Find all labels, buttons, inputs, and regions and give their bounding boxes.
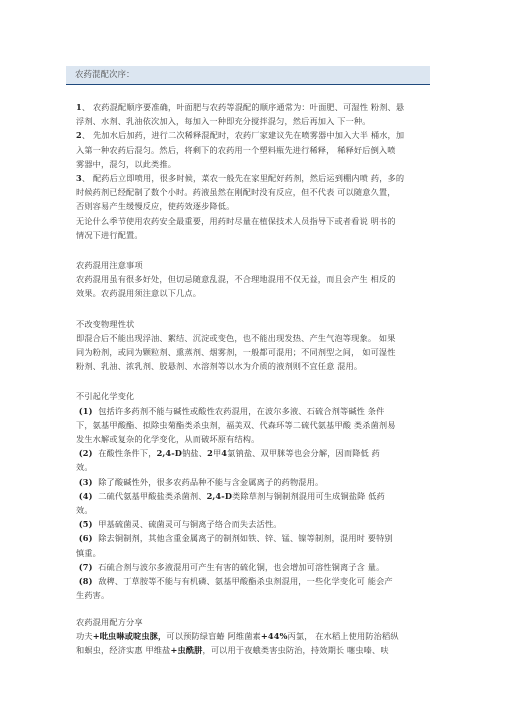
intro-closing-cont: 情况下进行配置。 (76, 229, 143, 240)
physical-line: 同为粉剂，或同为颗粒剂、熏蒸剂、烟雾剂，一般都可混用；不同剂型之间， 如可湿性 (76, 347, 396, 358)
chemical-item-8-cont: 生药害。 (76, 590, 110, 601)
chemical-heading: 不引起化学变化 (76, 391, 135, 402)
chemical-item-2: (2) 在酸性条件下，2,4-D钠盐、2甲4氯钠盐、双甲脒等也会分解，因而降低 药 (78, 448, 380, 459)
intro-closing: 无论什么季节使用农药安全最重要，用药时尽量在植保技术人员指导下或者看说 明书的 (76, 215, 396, 226)
chemical-item-4: (4) 二硫代氨基甲酸盐类杀菌剂、2,4-D类除草剂与铜制剂混用可生成铜盐降 低药 (78, 490, 385, 501)
physical-line: 即混合后不能出现浮油、絮结、沉淀或变色，也不能出现发热、产生气泡等现象。 如果 (76, 332, 396, 343)
chemical-item-6-cont: 慎重。 (76, 547, 102, 558)
recipes-heading: 农药混用配方分享 (76, 616, 143, 627)
chemical-item-2-cont: 效。 (76, 462, 93, 473)
physical-heading: 不改变物理性状 (76, 318, 135, 329)
intro-item-3-cont: 否则容易产生缓慢反应，使药效逐步降低。 (76, 201, 235, 212)
recipes-line-2: 和螟虫，经济实惠 甲维盐+虫酰肼，可以用于夜蛾类害虫防治，持效期长 噻虫嗪、呋 (76, 644, 389, 655)
intro-item-1-cont: 浮剂、水剂、乳油依次加入，每加入一种即充分搅拌混匀，然后再加入 下一种。 (76, 116, 371, 127)
notes-line: 农药混用虽有很多好处，但切忌随意乱混，不合理地混用不仅无益，而且会产生 相反的 (76, 274, 396, 285)
intro-item-3: 3、 配药后立即喷用，很多时候，菜农一般先在家里配好药剂，然后运到棚内喷 药，多的 (76, 173, 405, 184)
section-header-banner (66, 66, 430, 85)
chemical-item-6: (6) 除去铜制剂，其他含重金属离子的制剂如铁、锌、锰、镍等制剂，混用时 要特别 (78, 533, 393, 544)
chemical-item-1-cont: 发生水解或复杂的化学变化，从而破坏原有结构。 (76, 434, 260, 445)
physical-line: 粉剂、乳油、浓乳剂、胶悬剂、水溶剂等以水为介质的液剂则不宜任意 混用。 (76, 361, 363, 372)
chemical-item-5: (5) 甲基硫菌灵、硫菌灵可与铜离子络合而失去活性。 (78, 519, 282, 530)
chemical-item-4-cont: 效。 (76, 505, 93, 516)
chemical-item-1-cont: 下，氨基甲酸酯、拟除虫菊酯类杀虫剂，福美双、代森环等二硫代氨基甲酸 类杀菌剂易 (76, 419, 396, 430)
intro-item-3-cont: 时候药剂已经配制了数个小时。药液虽然在刚配时没有反应，但不代表 可以随意久置， (76, 187, 396, 198)
banner-title: 农药混配次序： (75, 70, 135, 80)
document-body (76, 100, 432, 657)
recipes-line-1: 功夫+吡虫啉或啶虫脒，可以预防绿盲蝽 阿维菌素+44%丙氯， 在水稻上使用防治稻纵 (76, 630, 399, 641)
chemical-item-7: (7) 石硫合剂与波尔多液混用可产生有害的硫化铜，也会增加可溶性铜离子含 量。 (78, 561, 385, 572)
notes-line: 效果。农药混用须注意以下几点。 (76, 288, 202, 299)
notes-heading: 农药混用注意事项 (76, 260, 143, 271)
intro-item-1: 1、 农药混配顺序要准确，叶面肥与农药等混配的顺序通常为：叶面肥、可湿性 粉剂、悬 (76, 102, 405, 112)
intro-item-2: 2、 先加水后加药，进行二次稀释混配时，农药厂家建议先在喷雾器中加入大半 桶水，加 (76, 130, 405, 141)
intro-item-2-cont: 雾器中，混匀，以此类推。 (76, 158, 177, 169)
chemical-item-3: (3) 除了酸碱性外，很多农药品种不能与含金属离子的药物混用。 (78, 476, 324, 487)
chemical-item-8: (8) 敌稗、丁草胺等不能与有机磷、氨基甲酸酯杀虫剂混用，一些化学变化可 能会产 (78, 576, 393, 587)
intro-item-2-cont: 入第一种农药后混匀。然后，将剩下的农药用一个塑料瓶先进行稀释， 稀释好后倒入喷 (76, 144, 396, 155)
chemical-item-1: (1) 包括许多药剂不能与碱性或酸性农药混用，在波尔多液、石硫合剂等碱性 条件 (78, 405, 385, 416)
